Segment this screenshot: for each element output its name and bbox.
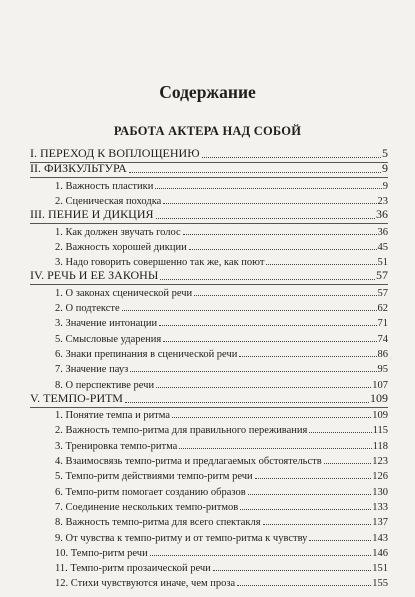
toc-label: 4. Взаимосвязь темпо-ритма и предлагаемых обстоятельств bbox=[55, 456, 322, 467]
toc-item bbox=[55, 224, 388, 238]
toc-page-number: 95 bbox=[377, 364, 388, 376]
dot-leader bbox=[248, 493, 372, 495]
dot-leader bbox=[237, 584, 371, 586]
toc-item bbox=[55, 499, 388, 513]
dot-leader bbox=[172, 416, 371, 418]
toc-page-number: 118 bbox=[372, 440, 388, 452]
toc-item bbox=[55, 331, 388, 345]
dot-leader bbox=[239, 355, 376, 357]
toc-page-number: 155 bbox=[372, 578, 388, 590]
toc-label: 9. От чувства к темпо-ритму и от темпо-ритма к чувству bbox=[55, 532, 308, 544]
toc-page-number: 86 bbox=[377, 348, 388, 360]
toc-item bbox=[55, 361, 388, 375]
dot-leader bbox=[160, 278, 375, 280]
toc-label: 5. Темпо-ритм действиями темпо-ритм речи bbox=[55, 471, 253, 483]
toc-label: I. ПЕРЕХОД К ВОПЛОЩЕНИЮ bbox=[30, 146, 200, 160]
toc-page-number: 62 bbox=[377, 303, 388, 314]
toc-item bbox=[55, 545, 388, 559]
toc-page-number: 45 bbox=[377, 241, 388, 253]
toc-item bbox=[55, 346, 388, 360]
toc-label: 11. Темпо-ритм прозаической речи bbox=[55, 563, 211, 575]
toc-page-number: 51 bbox=[377, 257, 388, 269]
dot-leader bbox=[179, 447, 371, 449]
toc-item bbox=[55, 575, 388, 589]
toc-label: 1. Понятие темпа и ритма bbox=[55, 410, 171, 422]
toc-section bbox=[30, 269, 388, 283]
toc-label: 3. Надо говорить совершенно так же, как поют bbox=[55, 257, 265, 269]
toc-section bbox=[30, 208, 388, 222]
dot-leader bbox=[240, 508, 371, 510]
toc-item bbox=[55, 193, 388, 207]
toc-label: 2. Важность хорошей дикции bbox=[55, 241, 187, 253]
toc-page-number: 57 bbox=[376, 268, 388, 283]
toc-label: IV. РЕЧЬ И ЕЕ ЗАКОНЫ bbox=[30, 268, 159, 283]
toc-label: 2. О подтексте bbox=[55, 303, 120, 314]
toc-item bbox=[55, 560, 388, 574]
page-title: Содержание bbox=[159, 82, 256, 102]
toc-page-number: 9 bbox=[382, 180, 388, 192]
dot-leader bbox=[255, 477, 372, 479]
toc-section bbox=[30, 162, 388, 176]
toc-page-number: 71 bbox=[377, 318, 388, 330]
toc-item bbox=[55, 300, 388, 314]
dot-leader bbox=[129, 171, 381, 173]
dot-leader bbox=[194, 294, 376, 296]
toc-label: 7. Соединение нескольких темпо-ритмов bbox=[55, 501, 239, 513]
page-subtitle: РАБОТА АКТЕРА НАД СОБОЙ bbox=[113, 124, 302, 138]
toc-page-number: 130 bbox=[372, 486, 388, 498]
dot-leader bbox=[213, 569, 371, 571]
toc-item bbox=[55, 468, 388, 482]
toc-label: 12. Стихи чувствуются иначе, чем проза bbox=[55, 578, 236, 590]
toc-item bbox=[55, 315, 388, 329]
toc-label: 2. Сценическая походка bbox=[55, 195, 162, 207]
dot-leader bbox=[324, 462, 372, 464]
toc-label: V. ТЕМПО-РИТМ bbox=[30, 390, 123, 405]
toc-label: 10. Темпо-ритм речи bbox=[55, 547, 148, 559]
toc-item bbox=[55, 178, 388, 192]
dot-leader bbox=[263, 523, 372, 525]
dot-leader bbox=[125, 401, 369, 403]
dot-leader bbox=[155, 187, 381, 189]
toc-page-number: 9 bbox=[382, 161, 388, 176]
toc-page-number: 5 bbox=[382, 146, 388, 160]
toc-page-number: 143 bbox=[372, 532, 388, 544]
dot-leader bbox=[130, 370, 376, 372]
toc-page-number: 133 bbox=[372, 501, 388, 513]
toc-label: 3. Значение интонации bbox=[55, 318, 158, 330]
toc-page-number: 109 bbox=[370, 390, 388, 405]
dot-leader bbox=[309, 431, 371, 433]
toc-page-number: 23 bbox=[377, 195, 388, 207]
toc-item bbox=[55, 239, 388, 253]
toc-item bbox=[55, 453, 388, 467]
toc-label: III. ПЕНИЕ И ДИКЦИЯ bbox=[30, 207, 154, 222]
toc-page-number: 146 bbox=[372, 547, 388, 559]
toc-label: 3. Тренировка темпо-ритма bbox=[55, 440, 178, 452]
dot-leader bbox=[189, 248, 377, 250]
toc-item bbox=[55, 438, 388, 452]
toc-item bbox=[55, 377, 388, 391]
toc-page-number: 57 bbox=[377, 287, 388, 299]
toc-item bbox=[55, 422, 388, 436]
toc-label: 6. Знаки препинания в сценической речи bbox=[55, 348, 238, 360]
dot-leader bbox=[163, 340, 376, 342]
toc-label: 1. О законах сценической речи bbox=[55, 287, 193, 299]
toc-label: II. ФИЗКУЛЬТУРА bbox=[30, 161, 127, 176]
toc-page-number: 107 bbox=[372, 379, 388, 391]
toc-label: 8. О перспективе речи bbox=[55, 379, 155, 391]
dot-leader bbox=[202, 156, 381, 158]
toc-page-number: 74 bbox=[377, 333, 388, 345]
toc-label: 2. Важность темпо-ритма для правильного переживания bbox=[55, 425, 308, 437]
toc-page-number: 36 bbox=[377, 226, 388, 238]
dot-leader bbox=[156, 217, 375, 219]
toc-label: 6. Темпо-ритм помогает созданию образов bbox=[55, 486, 246, 498]
toc-page-number: 126 bbox=[372, 471, 388, 483]
dot-leader bbox=[183, 233, 377, 235]
toc-label: 1. Как должен звучать голос bbox=[55, 226, 181, 238]
toc-page-number: 36 bbox=[376, 207, 388, 222]
toc-section bbox=[30, 147, 388, 161]
toc-label: 8. Важность темпо-ритма для всего спектакля bbox=[55, 517, 261, 529]
toc-page-number: 151 bbox=[372, 563, 388, 575]
dot-leader bbox=[159, 324, 376, 326]
toc-page-number: 137 bbox=[372, 517, 388, 529]
dot-leader bbox=[122, 309, 377, 311]
toc-page-number: 109 bbox=[372, 410, 388, 422]
dot-leader bbox=[150, 554, 372, 556]
dot-leader bbox=[309, 539, 371, 541]
toc-item bbox=[55, 530, 388, 544]
toc-label: 5. Смысловые ударения bbox=[55, 333, 162, 345]
dot-leader bbox=[266, 263, 376, 265]
toc-item bbox=[55, 484, 388, 498]
toc-page-number: 115 bbox=[372, 425, 388, 437]
toc-section bbox=[30, 392, 388, 406]
dot-leader bbox=[163, 202, 376, 204]
toc-item bbox=[55, 254, 388, 268]
toc-item bbox=[55, 407, 388, 421]
toc-label: 7. Значение пауз bbox=[55, 364, 129, 376]
toc-item bbox=[55, 514, 388, 528]
toc-item bbox=[55, 285, 388, 299]
dot-leader bbox=[156, 386, 371, 388]
toc-page-number: 123 bbox=[372, 456, 388, 467]
toc-label: 1. Важность пластики bbox=[55, 180, 154, 192]
